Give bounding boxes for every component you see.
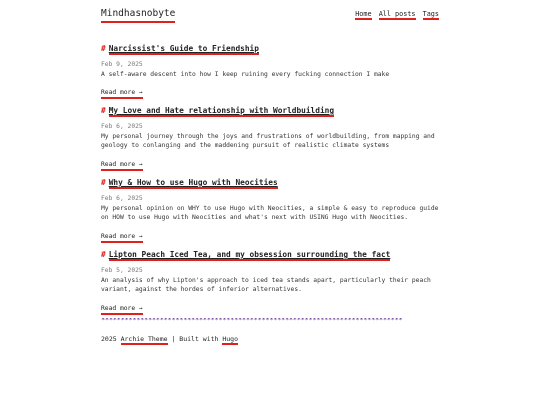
hash-icon: # <box>101 106 106 115</box>
hugo-link[interactable]: Hugo <box>222 335 239 343</box>
post-title <box>101 105 439 116</box>
post-title-link[interactable]: My Love and Hate relationship with Worldbuilding <box>108 106 335 115</box>
site-title-link[interactable]: Mindhasnobyte <box>101 8 175 23</box>
post-summary: My personal opinion on WHY to use Hugo with Neocities, a simple & easy to reproduce guide on HOW to use Hugo with Neocities and what's next with USING Hugo with Neocities. <box>101 205 439 222</box>
post-title-link[interactable]: Lipton Peach Iced Tea, and my obsession surrounding the fact <box>108 250 391 259</box>
post-summary: An analysis of why Lipton's approach to iced tea stands apart, particularly their peach variant, against the hordes of inferior alternatives. <box>101 277 431 294</box>
post-title <box>101 43 439 54</box>
site-footer <box>101 335 238 344</box>
post-date: Feb 5, 2025 <box>101 267 143 274</box>
post-item <box>101 105 439 171</box>
site-header <box>101 8 439 24</box>
footer-built-with: | Built with <box>171 335 219 343</box>
main-nav <box>352 10 439 19</box>
archie-theme-link[interactable]: Archie Theme <box>120 335 168 343</box>
post-title-link[interactable]: Why & How to use Hugo with Neocities <box>108 178 278 187</box>
post-item <box>101 177 439 243</box>
post-summary: A self-aware descent into how I keep ruining every fucking connection I make <box>101 71 390 78</box>
post-date: Feb 9, 2025 <box>101 61 143 68</box>
post-item <box>101 43 439 99</box>
post-title <box>101 249 439 260</box>
hash-icon: # <box>101 44 106 53</box>
hash-icon: # <box>101 178 106 187</box>
post-title-link[interactable]: Narcissist's Guide to Friendship <box>108 44 259 53</box>
post-title <box>101 177 439 188</box>
nav-home-link[interactable]: Home <box>355 10 372 18</box>
footer-divider: ***************************************************************************** <box>101 318 403 323</box>
hash-icon: # <box>101 250 106 259</box>
post-date: Feb 6, 2025 <box>101 195 143 202</box>
footer-year: 2025 <box>101 335 117 343</box>
read-more-link[interactable]: Read more → <box>101 89 143 99</box>
nav-all-posts-link[interactable]: All posts <box>378 10 416 18</box>
read-more-link[interactable]: Read more → <box>101 161 143 171</box>
nav-tags-link[interactable]: Tags <box>422 10 439 18</box>
post-date: Feb 6, 2025 <box>101 123 143 130</box>
post-item <box>101 249 439 315</box>
post-summary: My personal journey through the joys and frustrations of worldbuilding, from mapping and geology to conlanging and the maddening pursuit of realistic climate systems <box>101 133 435 150</box>
read-more-link[interactable]: Read more → <box>101 305 143 315</box>
read-more-link[interactable]: Read more → <box>101 233 143 243</box>
